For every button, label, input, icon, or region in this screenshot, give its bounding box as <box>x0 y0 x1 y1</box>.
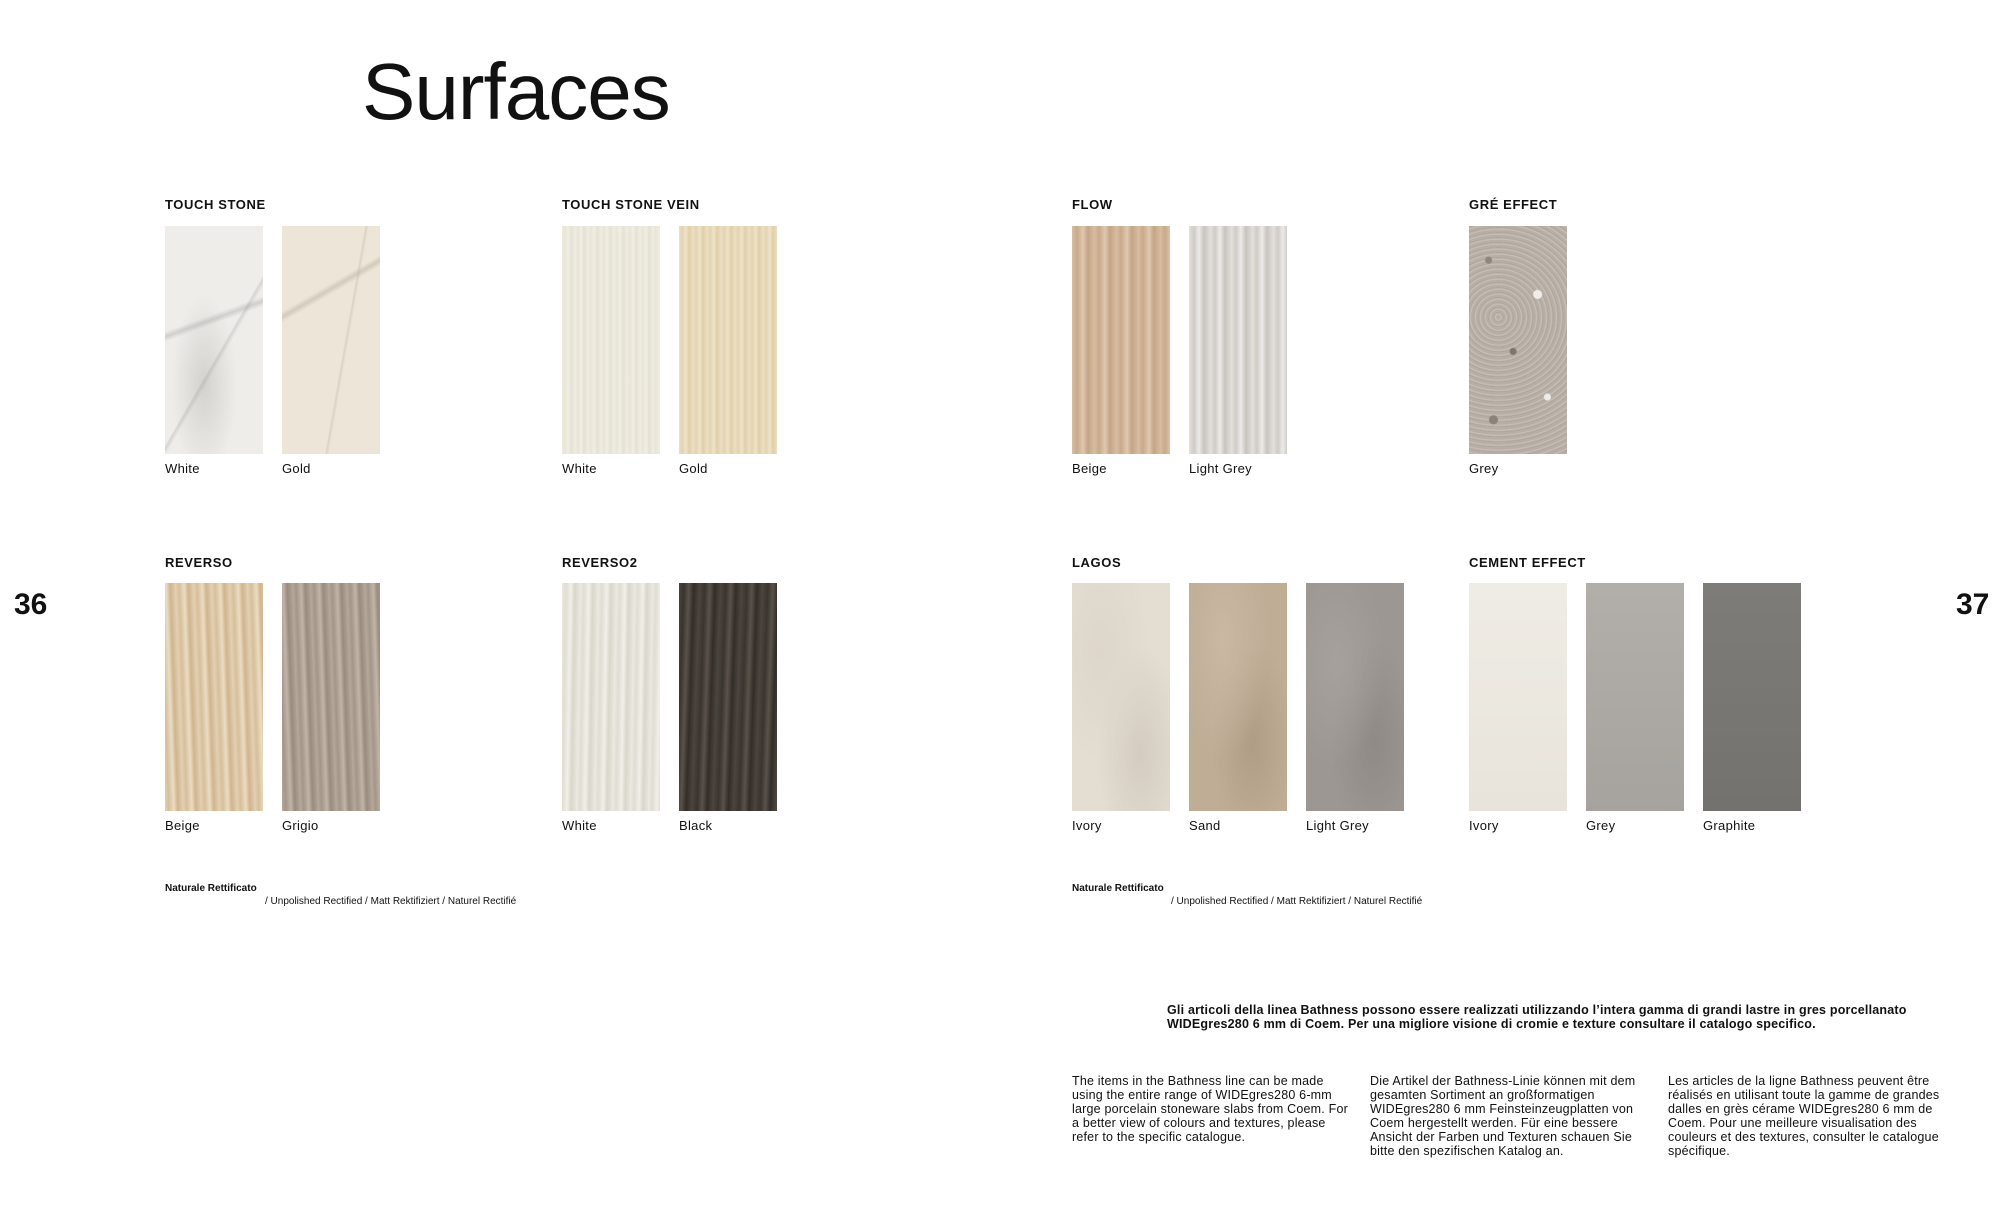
note-german: Die Artikel der Bathness-Linie können mit dem gesamten Sortiment an großformatigen WIDEgres280 6 mm Feinsteinzeugplatten von Coem hergestellt werden. Für eine bessere Ansicht der Farben und Texturen schauen Sie bitte den spezifischen Katalog an. <box>1370 1074 1636 1158</box>
category-title-cement-effect: CEMENT EFFECT <box>1469 555 1586 570</box>
category-title-flow: FLOW <box>1072 197 1113 212</box>
swatch-label: Beige <box>165 818 200 833</box>
category-title-lagos: LAGOS <box>1072 555 1122 570</box>
swatch-cement-effect-grey <box>1586 583 1684 811</box>
swatch-label: White <box>165 461 200 476</box>
swatch-label: Grigio <box>282 818 319 833</box>
swatch-touch-stone-gold <box>282 226 380 454</box>
swatch-reverso2-black <box>679 583 777 811</box>
swatch-reverso-grigio <box>282 583 380 811</box>
swatch-lagos-light-grey <box>1306 583 1404 811</box>
finish-translations-right: / Unpolished Rectified / Matt Rektifiziert / Naturel Rectifié <box>1171 896 1423 907</box>
swatch-label: Graphite <box>1703 818 1756 833</box>
swatch-label: Ivory <box>1469 818 1499 833</box>
swatch-lagos-ivory <box>1072 583 1170 811</box>
finish-translations-left: / Unpolished Rectified / Matt Rektifiziert / Naturel Rectifié <box>265 896 517 907</box>
swatch-label: Light Grey <box>1306 818 1369 833</box>
note-french: Les articles de la ligne Bathness peuvent être réalisés en utilisant toute la gamme de grandes dalles en grès cérame WIDEgres280 6 mm de Coem. Pour une meilleure visualisation des couleurs et des textures, consulter le catalogue spécifique. <box>1668 1074 1940 1158</box>
category-title-reverso: REVERSO <box>165 555 233 570</box>
swatch-touch-stone-white <box>165 226 263 454</box>
swatch-label: Gold <box>679 461 708 476</box>
swatch-label: White <box>562 461 597 476</box>
note-english: The items in the Bathness line can be made using the entire range of WIDEgres280 6-mm large porcelain stoneware slabs from Coem. For a better view of colours and textures, please refer to the specific catalogue. <box>1072 1074 1348 1144</box>
swatch-cement-effect-graphite <box>1703 583 1801 811</box>
swatch-touch-stone-vein-white <box>562 226 660 454</box>
swatch-label: Light Grey <box>1189 461 1252 476</box>
category-touch-stone <box>165 198 266 211</box>
page-title: Surfaces <box>362 47 670 136</box>
swatch-label: Black <box>679 818 713 833</box>
swatch-cement-effect-ivory <box>1469 583 1567 811</box>
swatch-flow-beige <box>1072 226 1170 454</box>
swatch-label: White <box>562 818 597 833</box>
page-number-right: 37 <box>1956 588 1990 621</box>
swatch-label: Grey <box>1469 461 1499 476</box>
category-title-touch-stone-vein: TOUCH STONE VEIN <box>562 197 700 212</box>
swatch-label: Ivory <box>1072 818 1102 833</box>
swatch-lagos-sand <box>1189 583 1287 811</box>
swatch-flow-light-grey <box>1189 226 1287 454</box>
swatch-label: Sand <box>1189 818 1221 833</box>
swatch-label: Beige <box>1072 461 1107 476</box>
swatch-label: Gold <box>282 461 311 476</box>
swatch-touch-stone-vein-gold <box>679 226 777 454</box>
page-number-left: 36 <box>14 588 48 621</box>
swatch-reverso2-white <box>562 583 660 811</box>
swatch-reverso-beige <box>165 583 263 811</box>
note-italian: Gli articoli della linea Bathness possono essere realizzati utilizzando l’intera gamma di grandi lastre in gres porcellanato WIDEgres280 6 mm di Coem. Per una migliore visione di cromie e texture consultare il catalogo specifico. <box>1167 1003 1907 1031</box>
finish-label-left: Naturale Rettificato <box>165 883 257 894</box>
category-title-reverso2: REVERSO2 <box>562 555 638 570</box>
swatch-gre-effect-grey <box>1469 226 1567 454</box>
finish-label-right: Naturale Rettificato <box>1072 883 1164 894</box>
swatch-label: Grey <box>1586 818 1616 833</box>
category-title: TOUCH STONE <box>165 197 266 212</box>
category-title-gre-effect: GRÉ EFFECT <box>1469 197 1558 212</box>
